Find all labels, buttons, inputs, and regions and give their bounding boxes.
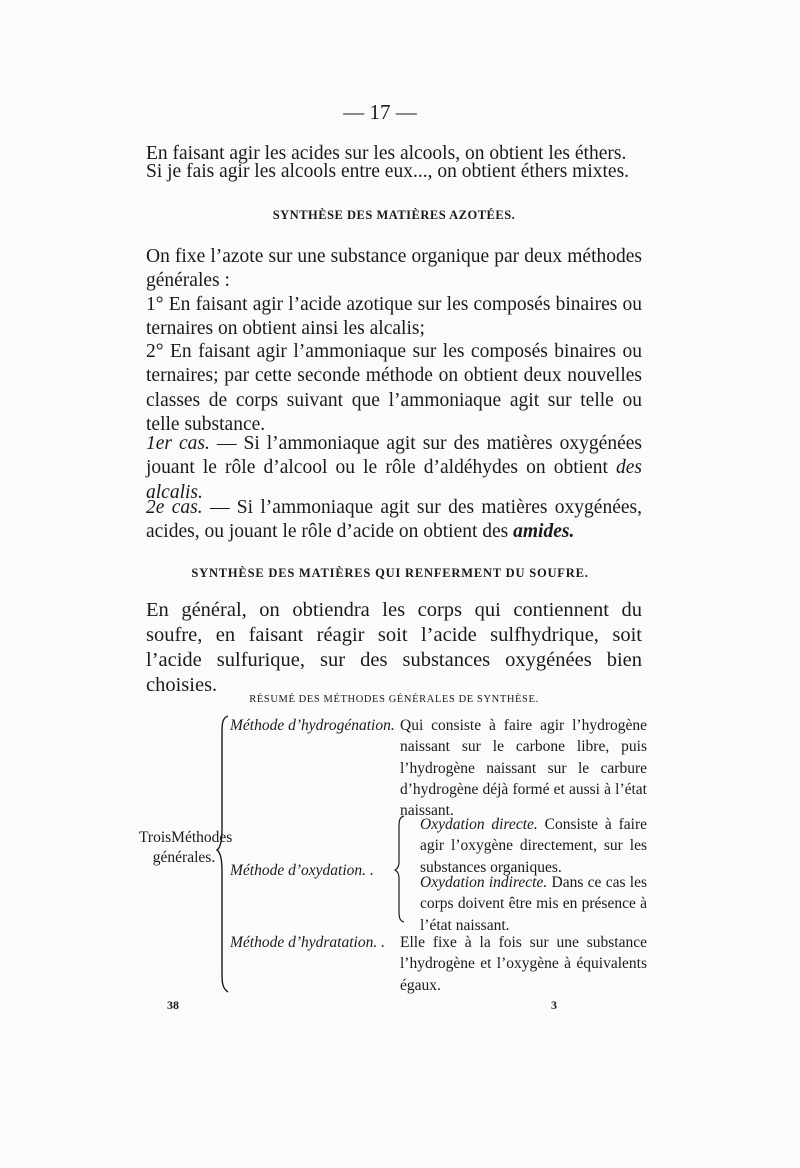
case-2-label: 2e cas. (146, 497, 203, 518)
oxydation-directe (420, 814, 647, 878)
oxydation-indirecte-desc: Dans ce cas les corps doivent être mis en présence à l’état naissant. (420, 874, 647, 934)
case-2-result: amides. (513, 521, 575, 543)
oxydation-indirecte (420, 872, 647, 936)
oxydation-brace-icon (394, 814, 406, 924)
signature-mark-right: 3 (551, 998, 557, 1012)
paragraph-soufre: En général, on obtiendra les corps qui contiennent du soufre, en faisant réagir soit l’acide sulfhydrique, soit l’acide sulfurique, sur des substances oxygénées bien choisies. (146, 599, 642, 696)
paragraph-azote: On fixe l’azote sur une substance organique par deux méthodes générales : (146, 246, 642, 292)
case-2-text: — Si l’ammoniaque agit sur des matières oxygénées, acides, ou jouant le rôle d’acide on obtient des (146, 497, 642, 543)
page-number: — 17 — (343, 100, 417, 124)
case-1-result: des alcalis. (146, 457, 642, 503)
case-1-label: 1er cas. (146, 433, 210, 454)
paragraph-ethers: En faisant agir les acides sur les alcools, on obtient les éthers. (146, 143, 627, 164)
method-hydrogenation-desc (400, 715, 647, 821)
signature-mark-left: 38 (167, 998, 179, 1012)
method-hydratation-desc: Elle fixe à la fois sur une substance l’hydrogène et l’oxygène à équivalents égaux. (400, 934, 647, 994)
case-1-text: — Si l’ammoniaque agit sur des matières oxygénées jouant le rôle d’alcool ou le rôle d’aldéhydes on obtient (146, 433, 642, 479)
paragraph-case-1 (146, 432, 642, 505)
heading-matieres-azotees: SYNTHÈSE DES MATIÈRES AZOTÉES. (272, 208, 516, 222)
heading-matieres-soufre: SYNTHÈSE DES MATIÈRES QUI RENFERMENT DU SOUFRE. (191, 566, 589, 580)
oxydation-directe-name: Oxydation directe. (420, 816, 538, 833)
oxydation-directe-desc: Consiste à faire agir l’oxygène directement, sur les substances organiques. (420, 816, 647, 876)
paragraph-case-2 (146, 496, 642, 545)
paragraph-method-2: 2° En faisant agir l’ammoniaque sur les composés binaires ou ternaires; par cette seconde méthode on obtient deux nouvelles classes de corps suivant que l’ammoniaque agit sur telle ou telle substance. (146, 341, 642, 436)
paragraph-ethers-mixtes: Si je fais agir les alcools entre eux..., on obtient éthers mixtes. (146, 161, 630, 182)
method-hydrogenation-desc-text: Qui consiste à faire agir l’hydrogène naissant sur le carbone libre, puis l’hydrogène naissant sur le carbure d’hydrogène déjà formé et aussi à l’état naissant. (400, 717, 647, 820)
summary-left-label-line2: générales. (152, 849, 216, 866)
heading-resume: RÉSUMÉ DES MÉTHODES GÉNÉRALES DE SYNTHÈSE. (249, 694, 539, 705)
method-hydratation-name: Méthode d’hydratation. . (230, 934, 385, 951)
method-hydrogenation-name: Méthode d’hydrogénation. (230, 717, 395, 734)
paragraph-method-1: 1° En faisant agir l’acide azotique sur les composés binaires ou ternaires on obtient ainsi les alcalis; (146, 294, 642, 340)
oxydation-indirecte-name: Oxydation indirecte. (420, 874, 548, 891)
summary-left-label-line1: TroisMéthodes (139, 829, 233, 846)
method-oxydation-name: Méthode d’oxydation. . (230, 862, 374, 879)
